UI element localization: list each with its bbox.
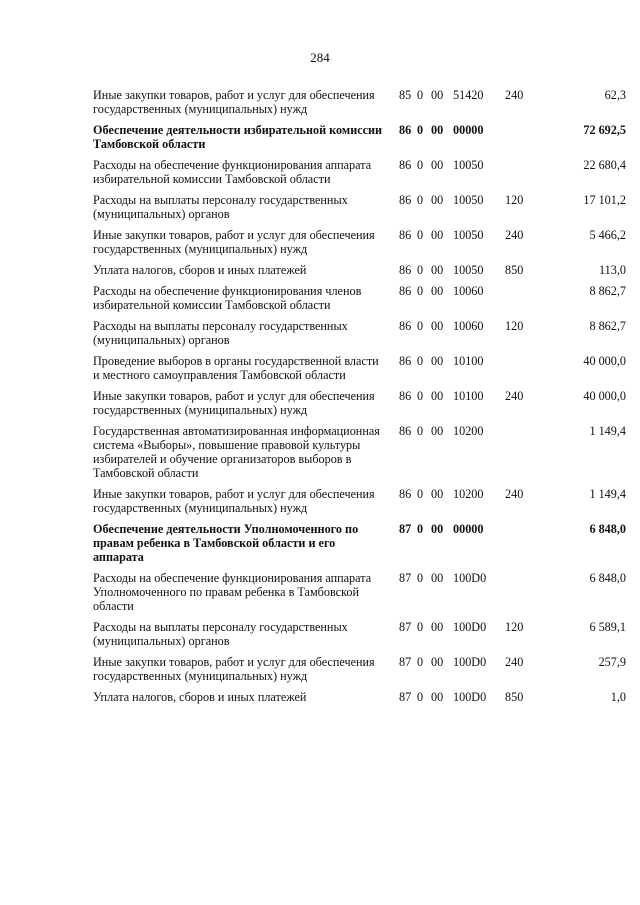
row-code bbox=[383, 389, 505, 424]
row-code bbox=[383, 158, 505, 193]
table-row bbox=[93, 571, 626, 620]
row-code bbox=[383, 620, 505, 655]
code-part: 87 bbox=[399, 571, 412, 585]
code-part: 86 bbox=[399, 389, 412, 403]
code-part: 00 bbox=[431, 571, 444, 585]
row-expense-type bbox=[505, 354, 545, 389]
row-expense-type bbox=[505, 123, 545, 158]
code-part: 00 bbox=[431, 263, 444, 277]
code-part: 0 bbox=[417, 620, 424, 634]
row-name: Проведение выборов в органы государственной власти и местного самоуправления Тамбовской области bbox=[93, 354, 379, 382]
code-part: 00 bbox=[431, 354, 444, 368]
row-name: Расходы на обеспечение функционирования членов избирательной комиссии Тамбовской области bbox=[93, 284, 362, 312]
row-name: Уплата налогов, сборов и иных платежей bbox=[93, 690, 307, 704]
row-amount: 17 101,2 bbox=[583, 193, 626, 207]
code-part: 00 bbox=[431, 690, 444, 704]
code-part: 00 bbox=[431, 123, 444, 137]
code-part: 0 bbox=[417, 690, 424, 704]
code-part: 86 bbox=[399, 123, 412, 137]
row-code bbox=[383, 487, 505, 522]
code-part: 0 bbox=[417, 284, 424, 298]
row-name: Иные закупки товаров, работ и услуг для обеспечения государственных (муниципальных) нужд bbox=[93, 228, 375, 256]
row-code bbox=[383, 284, 505, 319]
code-part: 0 bbox=[417, 228, 424, 242]
row-expense-type bbox=[505, 571, 545, 620]
row-amount: 62,3 bbox=[604, 88, 626, 102]
row-code bbox=[383, 354, 505, 389]
row-name: Уплата налогов, сборов и иных платежей bbox=[93, 263, 307, 277]
row-amount: 8 862,7 bbox=[589, 319, 626, 333]
code-part: 10050 bbox=[453, 193, 484, 207]
row-code bbox=[383, 571, 505, 620]
code-part: 86 bbox=[399, 319, 412, 333]
row-amount: 1,0 bbox=[610, 690, 626, 704]
code-part: 10050 bbox=[453, 158, 484, 172]
table-row bbox=[93, 263, 626, 284]
code-part: 0 bbox=[417, 88, 424, 102]
code-part: 100D0 bbox=[453, 690, 487, 704]
row-amount: 1 149,4 bbox=[589, 424, 626, 438]
code-part: 00 bbox=[431, 193, 444, 207]
code-part: 87 bbox=[399, 655, 412, 669]
code-part: 87 bbox=[399, 522, 412, 536]
code-part: 00 bbox=[431, 620, 444, 634]
code-part: 100D0 bbox=[453, 620, 487, 634]
table-row bbox=[93, 319, 626, 354]
code-part: 100D0 bbox=[453, 655, 487, 669]
code-part: 00 bbox=[431, 424, 444, 438]
table-row bbox=[93, 284, 626, 319]
code-part: 00 bbox=[431, 655, 444, 669]
code-part: 10100 bbox=[453, 389, 484, 403]
code-part: 00 bbox=[431, 487, 444, 501]
table-row bbox=[93, 228, 626, 263]
code-part: 85 bbox=[399, 88, 412, 102]
code-part: 87 bbox=[399, 620, 412, 634]
code-part: 86 bbox=[399, 354, 412, 368]
row-expense-type: 240 bbox=[505, 228, 524, 242]
code-part: 0 bbox=[417, 354, 424, 368]
row-expense-type: 240 bbox=[505, 88, 524, 102]
row-amount: 257,9 bbox=[598, 655, 626, 669]
row-name: Иные закупки товаров, работ и услуг для обеспечения государственных (муниципальных) нужд bbox=[93, 389, 375, 417]
code-part: 00 bbox=[431, 158, 444, 172]
table-row bbox=[93, 424, 626, 487]
row-code bbox=[383, 655, 505, 690]
row-amount: 6 848,0 bbox=[589, 522, 626, 536]
code-part: 00000 bbox=[453, 123, 484, 137]
row-name: Иные закупки товаров, работ и услуг для обеспечения государственных (муниципальных) нужд bbox=[93, 88, 375, 116]
page-number: 284 bbox=[310, 50, 330, 65]
code-part: 00 bbox=[431, 88, 444, 102]
code-part: 00 bbox=[431, 228, 444, 242]
budget-table bbox=[93, 88, 626, 711]
row-expense-type: 240 bbox=[505, 487, 524, 501]
row-amount: 8 862,7 bbox=[589, 284, 626, 298]
row-code bbox=[383, 193, 505, 228]
code-part: 10060 bbox=[453, 284, 484, 298]
table-row bbox=[93, 389, 626, 424]
code-part: 10060 bbox=[453, 319, 484, 333]
code-part: 10200 bbox=[453, 424, 484, 438]
row-expense-type: 240 bbox=[505, 655, 524, 669]
row-amount: 113,0 bbox=[599, 263, 626, 277]
table-row bbox=[93, 655, 626, 690]
table-row bbox=[93, 158, 626, 193]
row-expense-type: 120 bbox=[505, 193, 524, 207]
code-part: 00 bbox=[431, 284, 444, 298]
row-name: Расходы на выплаты персоналу государственных (муниципальных) органов bbox=[93, 193, 348, 221]
code-part: 0 bbox=[417, 424, 424, 438]
row-name: Государственная автоматизированная информационная система «Выборы», повышение правовой культуры избирателей и обучение организаторов выборов в Тамбовской области bbox=[93, 424, 380, 480]
row-expense-type: 120 bbox=[505, 620, 524, 634]
code-part: 00 bbox=[431, 522, 444, 536]
row-name: Расходы на обеспечение функционирования аппарата Уполномоченного по правам ребенка в Тамбовской области bbox=[93, 571, 372, 613]
row-code bbox=[383, 263, 505, 284]
table-row bbox=[93, 690, 626, 711]
code-part: 86 bbox=[399, 284, 412, 298]
code-part: 86 bbox=[399, 228, 412, 242]
row-name: Обеспечение деятельности избирательной комиссии Тамбовской области bbox=[93, 123, 383, 151]
table-row bbox=[93, 354, 626, 389]
row-code bbox=[383, 319, 505, 354]
code-part: 0 bbox=[417, 571, 424, 585]
table-row bbox=[93, 620, 626, 655]
row-name: Иные закупки товаров, работ и услуг для обеспечения государственных (муниципальных) нужд bbox=[93, 487, 375, 515]
row-code bbox=[383, 690, 505, 711]
code-part: 0 bbox=[417, 263, 424, 277]
table-row bbox=[93, 487, 626, 522]
code-part: 10050 bbox=[453, 228, 484, 242]
row-amount: 6 589,1 bbox=[589, 620, 626, 634]
row-expense-type bbox=[505, 158, 545, 193]
code-part: 00 bbox=[431, 319, 444, 333]
row-expense-type: 850 bbox=[505, 263, 524, 277]
code-part: 10050 bbox=[453, 263, 484, 277]
row-name: Иные закупки товаров, работ и услуг для обеспечения государственных (муниципальных) нужд bbox=[93, 655, 375, 683]
row-expense-type bbox=[505, 424, 545, 487]
table-row bbox=[93, 193, 626, 228]
table-section-row bbox=[93, 522, 626, 571]
code-part: 0 bbox=[417, 389, 424, 403]
row-code bbox=[383, 88, 505, 123]
row-name: Расходы на выплаты персоналу государственных (муниципальных) органов bbox=[93, 319, 348, 347]
table-row bbox=[93, 88, 626, 123]
code-part: 86 bbox=[399, 487, 412, 501]
code-part: 86 bbox=[399, 424, 412, 438]
row-name: Обеспечение деятельности Уполномоченного по правам ребенка в Тамбовской области и его аппарата bbox=[93, 522, 359, 564]
row-code bbox=[383, 522, 505, 571]
code-part: 10100 bbox=[453, 354, 484, 368]
code-part: 86 bbox=[399, 158, 412, 172]
code-part: 0 bbox=[417, 655, 424, 669]
row-name: Расходы на выплаты персоналу государственных (муниципальных) органов bbox=[93, 620, 348, 648]
row-expense-type: 850 bbox=[505, 690, 524, 704]
code-part: 10200 bbox=[453, 487, 484, 501]
code-part: 00 bbox=[431, 389, 444, 403]
code-part: 0 bbox=[417, 522, 424, 536]
code-part: 86 bbox=[399, 193, 412, 207]
row-name: Расходы на обеспечение функционирования аппарата избирательной комиссии Тамбовской области bbox=[93, 158, 372, 186]
row-amount: 1 149,4 bbox=[589, 487, 626, 501]
row-amount: 6 848,0 bbox=[589, 571, 626, 585]
row-amount: 22 680,4 bbox=[583, 158, 626, 172]
budget-table-body bbox=[93, 88, 626, 711]
table-section-row bbox=[93, 123, 626, 158]
row-code bbox=[383, 123, 505, 158]
code-part: 0 bbox=[417, 319, 424, 333]
row-expense-type: 240 bbox=[505, 389, 524, 403]
row-code bbox=[383, 228, 505, 263]
row-amount: 5 466,2 bbox=[589, 228, 626, 242]
row-code bbox=[383, 424, 505, 487]
code-part: 86 bbox=[399, 263, 412, 277]
row-expense-type bbox=[505, 284, 545, 319]
code-part: 87 bbox=[399, 690, 412, 704]
row-amount: 40 000,0 bbox=[583, 354, 626, 368]
row-expense-type bbox=[505, 522, 545, 571]
code-part: 51420 bbox=[453, 88, 484, 102]
row-amount: 40 000,0 bbox=[583, 389, 626, 403]
code-part: 0 bbox=[417, 123, 424, 137]
code-part: 00000 bbox=[453, 522, 484, 536]
code-part: 0 bbox=[417, 158, 424, 172]
row-amount: 72 692,5 bbox=[583, 123, 626, 137]
code-part: 0 bbox=[417, 193, 424, 207]
row-expense-type: 120 bbox=[505, 319, 524, 333]
code-part: 100D0 bbox=[453, 571, 487, 585]
code-part: 0 bbox=[417, 487, 424, 501]
